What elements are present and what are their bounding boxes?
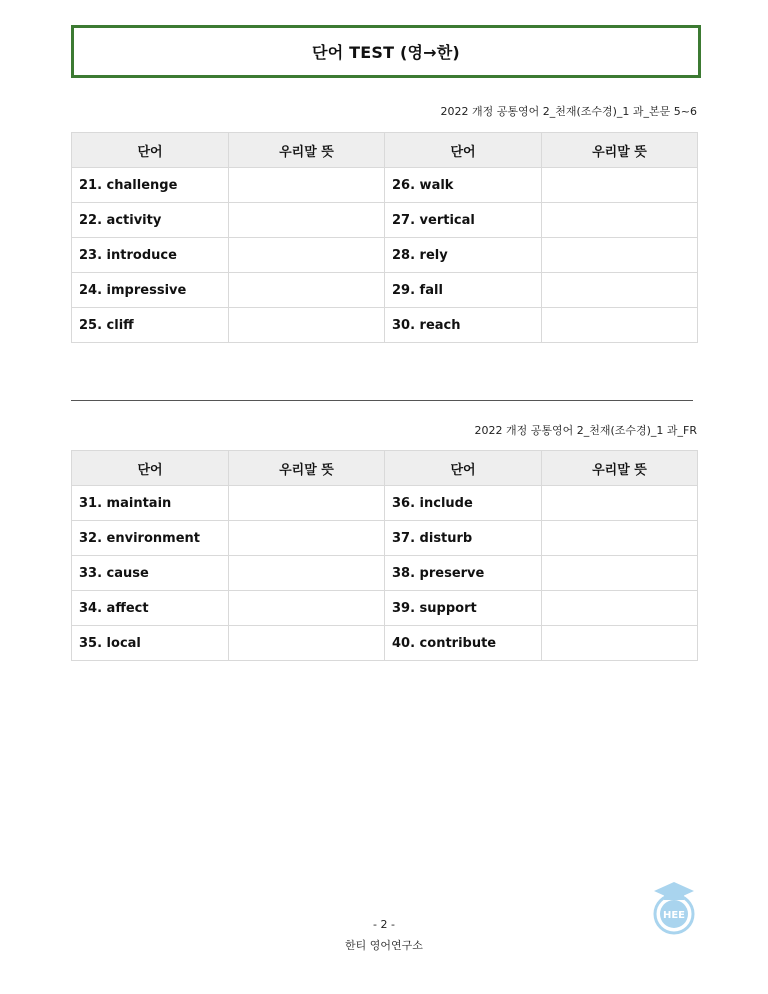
answer-cell[interactable] [229, 168, 385, 203]
word-cell: 26. walk [385, 168, 542, 203]
answer-cell[interactable] [229, 308, 385, 343]
answer-cell[interactable] [229, 626, 385, 661]
answer-cell[interactable] [542, 486, 698, 521]
table-row [72, 273, 698, 308]
header-word: 단어 [72, 133, 229, 168]
word-cell: 40. contribute [385, 626, 542, 661]
header-meaning: 우리말 뜻 [542, 451, 698, 486]
word-cell: 37. disturb [385, 521, 542, 556]
table-header-row [72, 451, 698, 486]
page-number: - 2 - [373, 918, 395, 931]
header-meaning: 우리말 뜻 [542, 133, 698, 168]
table-row [72, 308, 698, 343]
word-cell: 23. introduce [72, 238, 229, 273]
footer-text: 한티 영어연구소 [345, 939, 423, 952]
table-row [72, 591, 698, 626]
word-cell: 33. cause [72, 556, 229, 591]
table-row [72, 203, 698, 238]
vocab-table-2 [71, 450, 698, 661]
title-box [71, 25, 701, 78]
table-row [72, 238, 698, 273]
table-row [72, 486, 698, 521]
table-row [72, 521, 698, 556]
answer-cell[interactable] [542, 168, 698, 203]
section-1-subtitle: 2022 개정 공통영어 2_천재(조수경)_1 과_본문 5~6 [440, 105, 697, 118]
answer-cell[interactable] [229, 556, 385, 591]
answer-cell[interactable] [542, 273, 698, 308]
table-row [72, 168, 698, 203]
answer-cell[interactable] [542, 521, 698, 556]
word-cell: 34. affect [72, 591, 229, 626]
page-title: 단어 TEST (영→한) [312, 43, 460, 62]
vocab-table-1 [71, 132, 698, 343]
table-row [72, 556, 698, 591]
answer-cell[interactable] [542, 626, 698, 661]
answer-cell[interactable] [229, 486, 385, 521]
hee-logo [650, 880, 698, 936]
word-cell: 32. environment [72, 521, 229, 556]
word-cell: 29. fall [385, 273, 542, 308]
section-2-subtitle: 2022 개정 공통영어 2_천재(조수경)_1 과_FR [474, 424, 697, 437]
table-row [72, 626, 698, 661]
header-meaning: 우리말 뜻 [229, 451, 385, 486]
word-cell: 27. vertical [385, 203, 542, 238]
header-word: 단어 [385, 133, 542, 168]
answer-cell[interactable] [229, 238, 385, 273]
answer-cell[interactable] [229, 521, 385, 556]
table-header-row [72, 133, 698, 168]
word-cell: 31. maintain [72, 486, 229, 521]
header-word: 단어 [385, 451, 542, 486]
word-cell: 35. local [72, 626, 229, 661]
word-cell: 24. impressive [72, 273, 229, 308]
header-meaning: 우리말 뜻 [229, 133, 385, 168]
word-cell: 30. reach [385, 308, 542, 343]
word-cell: 36. include [385, 486, 542, 521]
word-cell: 21. challenge [72, 168, 229, 203]
word-cell: 39. support [385, 591, 542, 626]
graduation-cap-icon [654, 882, 694, 900]
answer-cell[interactable] [229, 273, 385, 308]
answer-cell[interactable] [542, 556, 698, 591]
answer-cell[interactable] [229, 591, 385, 626]
word-cell: 28. rely [385, 238, 542, 273]
logo-text: HEE [662, 910, 686, 921]
answer-cell[interactable] [542, 238, 698, 273]
word-cell: 38. preserve [385, 556, 542, 591]
answer-cell[interactable] [542, 308, 698, 343]
word-cell: 22. activity [72, 203, 229, 238]
header-word: 단어 [72, 451, 229, 486]
answer-cell[interactable] [542, 591, 698, 626]
section-divider [71, 400, 693, 401]
word-cell: 25. cliff [72, 308, 229, 343]
answer-cell[interactable] [229, 203, 385, 238]
answer-cell[interactable] [542, 203, 698, 238]
